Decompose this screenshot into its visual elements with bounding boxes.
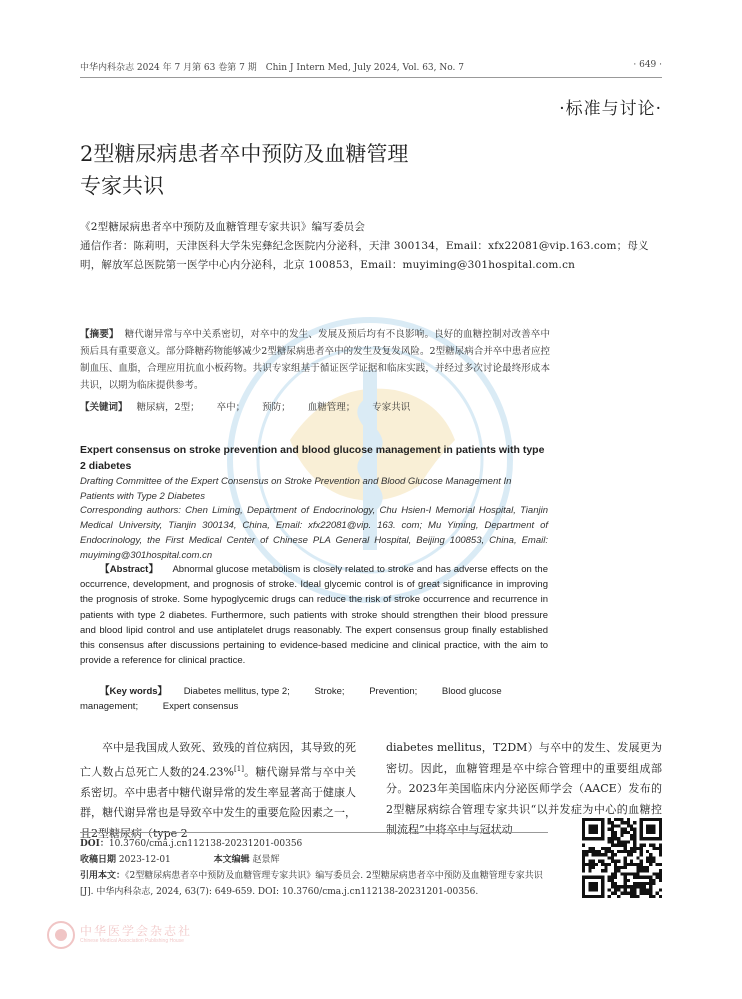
received-line — [80, 852, 550, 868]
received-date: 2023-12-01 — [118, 855, 171, 865]
cite-label: 引用本文： — [80, 871, 126, 881]
publisher-name-en: Chinese Medical Association Publishing House — [80, 938, 184, 944]
english-keywords — [80, 684, 548, 714]
publisher-emblem-icon — [46, 920, 76, 950]
qr-code[interactable] — [582, 818, 662, 898]
doi-label: DOI： — [80, 839, 109, 849]
keyword-en: Expert consensus — [162, 701, 239, 713]
editor-name: 赵景辉 — [252, 855, 280, 865]
doi-line — [80, 836, 550, 852]
citation — [80, 868, 550, 900]
reference-marker[interactable]: [1] — [234, 764, 244, 773]
cite-text: 《2型糖尿病患者卒中预防及血糖管理专家共识》编写委员会. 2型糖尿病患者卒中预防及血糖管理专家共识[J]. 中华内科杂志, 2024, 63(7): 649-659. DOI: 10.3760/cma.j.cn112138-20231201-00356. — [80, 871, 543, 897]
keyword-en: Diabetes mellitus, type 2; — [183, 686, 290, 697]
english-keywords-label: 【Key words】 — [100, 686, 168, 697]
body-text: 。糖代谢异常与卒中关系密切。卒中患者中糖代谢异常的发生率显著高于健康人群，糖代谢异常也是导致卒中发生的重要危险因素之一，且2型糖尿病（type 2 — [80, 765, 356, 840]
body-column-left — [80, 738, 356, 844]
keyword-cn: 糖尿病，2型； — [136, 402, 200, 413]
author-group: 《2型糖尿病患者卒中预防及血糖管理专家共识》编写委员会 — [80, 221, 366, 233]
doi-value[interactable]: 10.3760/cma.j.cn112138-20231201-00356 — [108, 839, 303, 849]
english-committee: Drafting Committee of the Expert Consensus on Stroke Prevention and Blood Glucose Management In Patients with Type 2 Diabetes — [80, 476, 512, 502]
keyword-en: Blood glucose management; — [80, 686, 502, 713]
abstract-cn-label: 【摘要】 — [80, 329, 119, 340]
title-line-1: 2型糖尿病患者卒中预防及血糖管理 — [80, 142, 409, 166]
keyword-cn: 预防； — [262, 402, 291, 413]
title-line-2: 专家共识 — [80, 174, 164, 198]
keyword-en: Stroke; — [314, 686, 345, 697]
corresponding-authors-cn: 通信作者：陈莉明，天津医科大学朱宪彝纪念医院内分泌科，天津 300134，Email：xfx22081@vip.163.com；母义明，解放军总医院第一医学中心内分泌科，北京 100853，Email：muyiming@301hospital.com.cn — [80, 240, 649, 271]
received-label: 收稿日期 — [80, 855, 117, 865]
abstract-cn-text: 糖代谢异常与卒中关系密切，对卒中的发生、发展及预后均有不良影响。良好的血糖控制对改善卒中预后具有重要意义。部分降糖药物能够减少2型糖尿病患者卒中的发生及复发风险。2型糖尿病合并卒中患者应控制血压、血脂，合理应用抗血小板药物。共识专家组基于循证医学证据和临床实践，并经过多次讨论最终形成本共识，以期为临床提供参考。 — [80, 329, 550, 391]
editor-label: 本文编辑 — [213, 855, 250, 865]
header-divider — [80, 77, 662, 78]
article-title — [80, 138, 600, 202]
publisher-name: 中华医学会杂志社 — [80, 924, 193, 938]
body-text: 卒中是我国成人致死、致残的首位病因，其导致的死亡人数占总死亡人数的24.23% — [80, 741, 356, 779]
english-corresponding-authors: Corresponding authors: Chen Liming, Department of Endocrinology, Chu Hsien-I Memorial Hospital, Tianjin Medical University, Tianjin 300134, China, Email: xfx22081@vip. 163. com; Mu Yiming, Department of Endocrinology, the First Medical Center of Chinese PLA General Hospital, Beijing 100853, China, Email: muyiming@301hospital.com.cn — [80, 505, 548, 561]
running-header-journal: 中华内科杂志 2024 年 7 月第 63 卷第 7 期 Chin J Intern Med, July 2024, Vol. 63, No. 7 — [80, 63, 464, 73]
keyword-en: Prevention; — [369, 686, 418, 697]
english-title: Expert consensus on stroke prevention and blood glucose management in patients with type 2 diabetes — [80, 444, 545, 472]
english-abstract-label: 【Abstract】 — [100, 564, 159, 575]
english-abstract — [80, 562, 548, 668]
body-column-right: diabetes mellitus，T2DM）与卒中的发生、发展更为密切。因此，血糖管理是卒中综合管理中的重要组成部分。2023年美国临床内分泌医师学会（AACE）发布的2型糖尿病综合管理专家共识“以并发症为中心的血糖控制流程”中将卒中与冠状动 — [386, 741, 662, 836]
keywords-cn-label: 【关键词】 — [80, 402, 128, 413]
keywords-cn — [80, 399, 550, 416]
abstract-cn — [80, 326, 550, 394]
keyword-cn: 血糖管理； — [307, 402, 356, 413]
keyword-cn: 卒中； — [216, 402, 246, 413]
page-number: · 649 · — [633, 60, 662, 70]
section-tag: ·标准与讨论· — [559, 99, 662, 119]
keyword-cn: 专家共识 — [372, 402, 411, 413]
english-abstract-text: Abnormal glucose metabolism is closely related to stroke and has adverse effects on the occurrence, development, and prognosis of stroke. Ideal glycemic control is of great significance in improving the prognosis of stroke. Some hypoglycemic drugs can reduce the risk of stroke occurrence and recurrence in patients with type 2 diabetes. Furthermore, such patients with stroke should strengthen their blood pressure and blood lipid control and use antiplatelet drugs reasonably. The expert consensus group finally established this consensus after discussions pertaining to evidence-based medicine and clinical practice, with the aim to provide a reference for clinical practice. — [80, 564, 548, 667]
publisher-logo — [44, 918, 304, 952]
footer-divider — [80, 832, 548, 833]
